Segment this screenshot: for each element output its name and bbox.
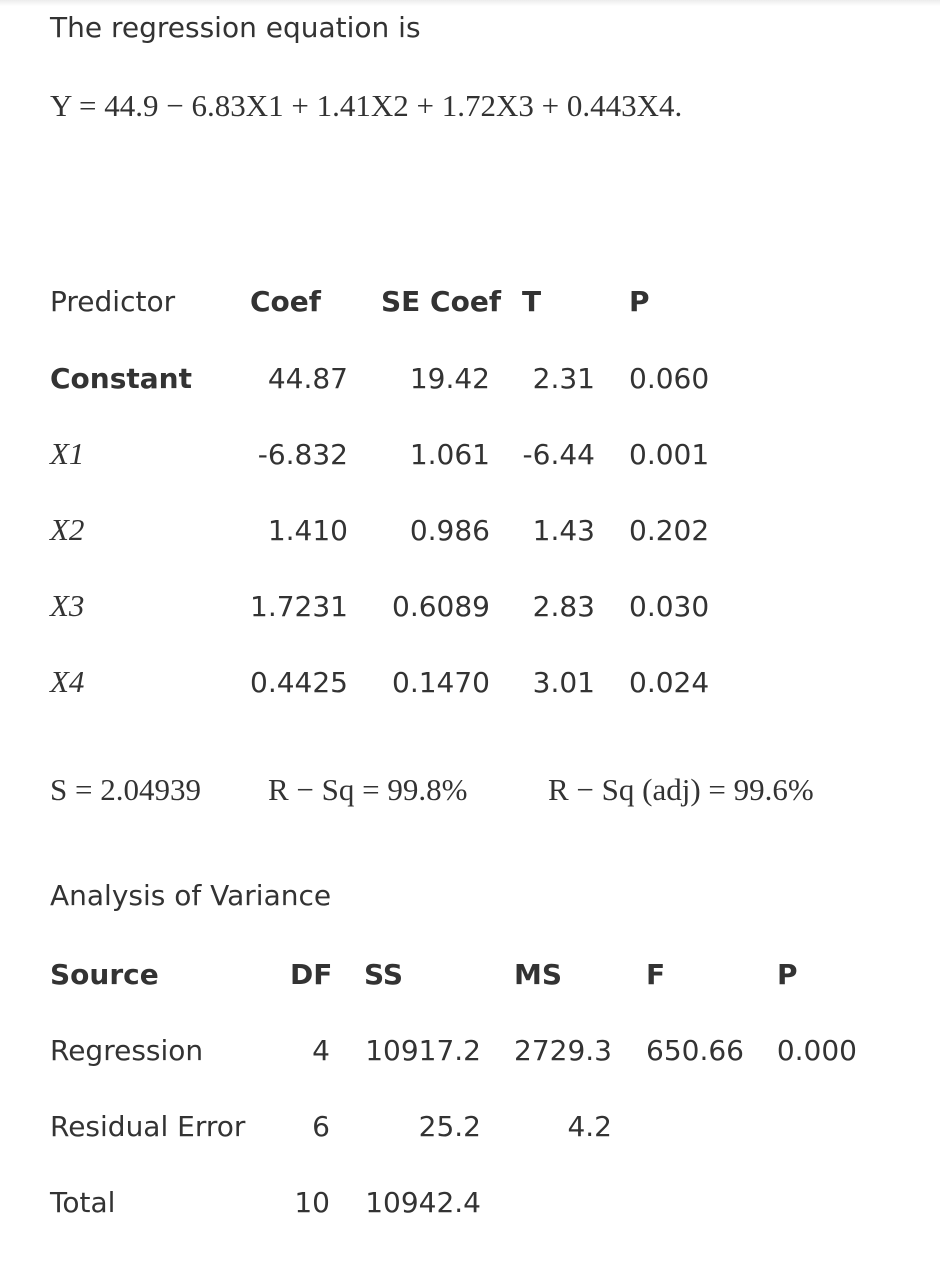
table-row xyxy=(0,1110,940,1144)
table-row xyxy=(0,438,940,472)
predictor-label: X4 xyxy=(50,664,85,699)
se-coef-value: 19.42 xyxy=(409,362,490,395)
header-ss: SS xyxy=(364,958,404,991)
top-shadow-bar xyxy=(0,0,940,6)
equation-text: Y = 44.9 − 6.83X1 + 1.41X2 + 1.72X3 + 0.443X4. xyxy=(50,88,683,123)
ss-value: 10917.2 xyxy=(365,1034,481,1067)
t-value: -6.44 xyxy=(522,438,595,471)
source-label: Residual Error xyxy=(50,1110,246,1143)
df-value: 10 xyxy=(294,1186,330,1219)
anova-header-row xyxy=(0,958,940,992)
df-value: 4 xyxy=(312,1034,330,1067)
anova-title: Analysis of Variance xyxy=(50,879,332,912)
source-label: Total xyxy=(50,1186,116,1219)
header-coef: Coef xyxy=(250,285,321,318)
se-coef-value: 1.061 xyxy=(409,438,490,471)
se-coef-value: 0.1470 xyxy=(392,666,490,699)
fit-s-stat: S = 2.04939 xyxy=(50,772,201,807)
p-value: 0.024 xyxy=(629,666,710,699)
ss-value: 10942.4 xyxy=(365,1186,481,1219)
t-value: 2.83 xyxy=(532,590,595,623)
t-value: 3.01 xyxy=(532,666,595,699)
header-se-coef: SE Coef xyxy=(381,285,501,318)
t-value: 2.31 xyxy=(532,362,595,395)
p-value: 0.001 xyxy=(629,438,710,471)
p-value: 0.202 xyxy=(629,514,710,547)
se-coef-value: 0.6089 xyxy=(392,590,490,623)
table-row xyxy=(0,666,940,700)
header-df: DF xyxy=(290,958,333,991)
header-p: P xyxy=(777,958,798,991)
fit-r-sq-adj-stat: R − Sq (adj) = 99.6% xyxy=(548,772,814,807)
coef-value: 1.7231 xyxy=(250,590,348,623)
coef-header-row xyxy=(0,285,940,319)
regression-equation xyxy=(50,90,682,121)
intro-text: The regression equation is xyxy=(50,11,421,44)
header-ms: MS xyxy=(514,958,563,991)
predictor-label: X2 xyxy=(50,512,85,547)
table-row xyxy=(0,514,940,548)
coef-value: -6.832 xyxy=(257,438,348,471)
table-row xyxy=(0,1186,940,1220)
t-value: 1.43 xyxy=(532,514,595,547)
table-row xyxy=(0,362,940,396)
coef-value: 1.410 xyxy=(267,514,348,547)
df-value: 6 xyxy=(312,1110,330,1143)
fit-r-sq-stat: R − Sq = 99.8% xyxy=(268,772,468,807)
header-predictor: Predictor xyxy=(50,285,176,318)
p-value: 0.060 xyxy=(629,362,710,395)
predictor-label: X1 xyxy=(50,436,85,471)
header-p: P xyxy=(629,285,650,318)
table-row xyxy=(0,590,940,624)
se-coef-value: 0.986 xyxy=(409,514,490,547)
ms-value: 4.2 xyxy=(567,1110,612,1143)
source-label: Regression xyxy=(50,1034,204,1067)
header-t: T xyxy=(522,285,542,318)
predictor-label: Constant xyxy=(50,362,192,395)
coef-value: 44.87 xyxy=(267,362,348,395)
ss-value: 25.2 xyxy=(418,1110,481,1143)
p-value: 0.000 xyxy=(776,1034,857,1067)
header-f: F xyxy=(646,958,666,991)
table-row xyxy=(0,1034,940,1068)
predictor-label: X3 xyxy=(50,588,85,623)
coef-value: 0.4425 xyxy=(250,666,348,699)
header-source: Source xyxy=(50,958,159,991)
f-value: 650.66 xyxy=(646,1034,744,1067)
ms-value: 2729.3 xyxy=(514,1034,612,1067)
p-value: 0.030 xyxy=(629,590,710,623)
